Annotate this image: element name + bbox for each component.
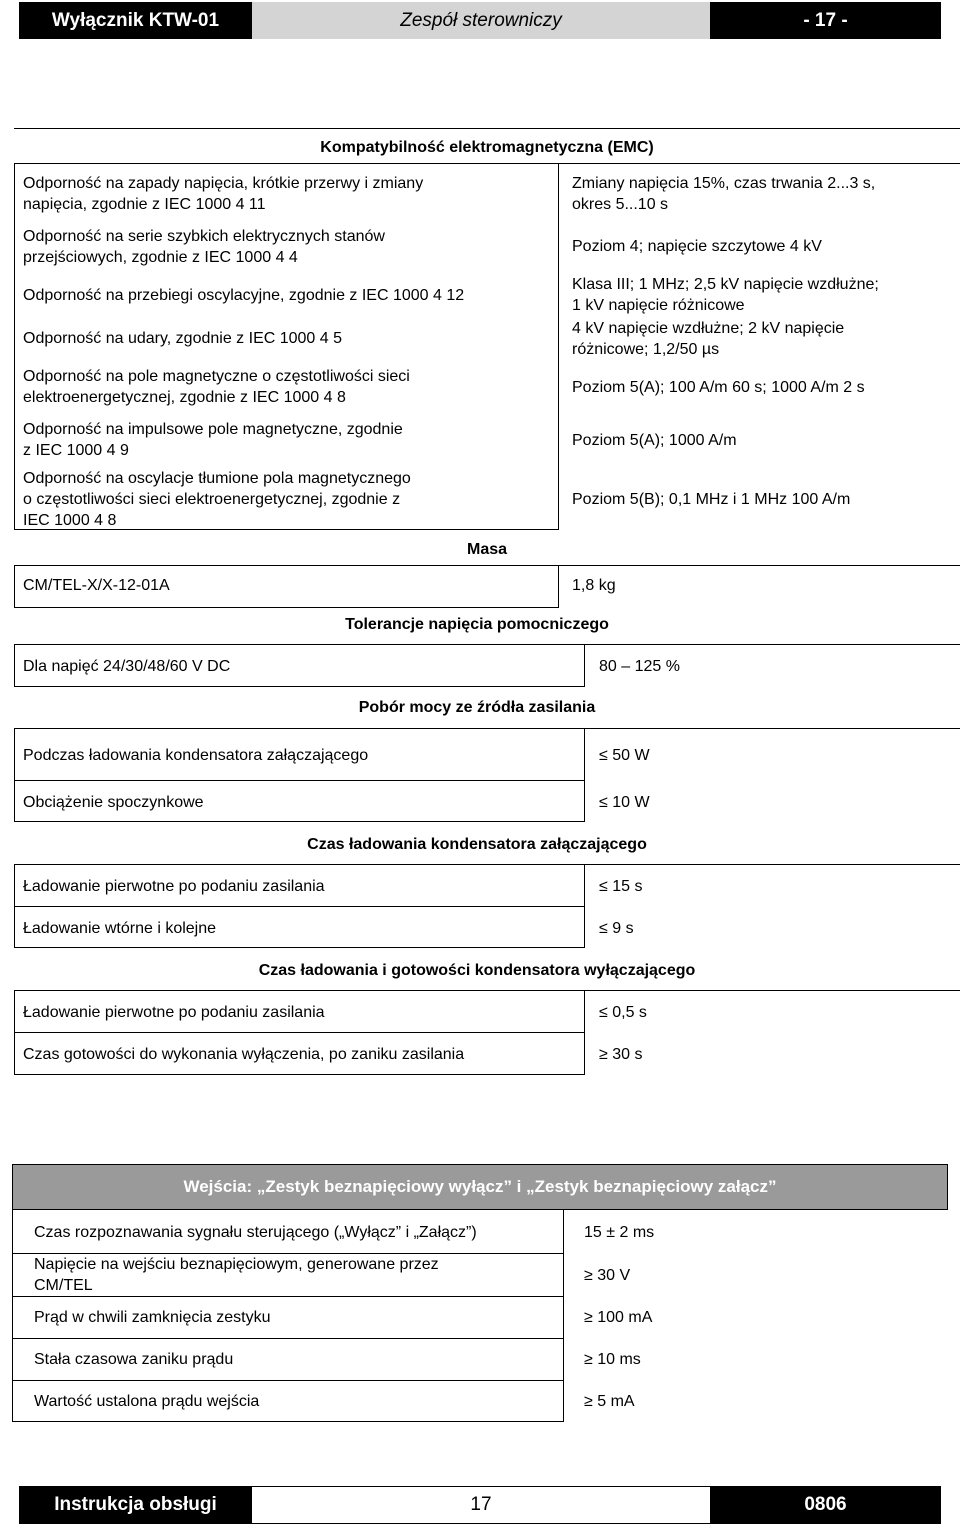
- table-border: [563, 1210, 564, 1422]
- table-border: [14, 565, 15, 608]
- emc-row-1-value: Zmiany napięcia 15%, czas trwania 2...3 s, okres 5...10 s: [572, 175, 876, 213]
- table-border: [12, 1210, 13, 1422]
- footer-page-number: 17: [252, 1486, 710, 1524]
- emc-row-6-value: Poziom 5(A); 1000 A/m: [572, 432, 737, 449]
- divider: [14, 780, 585, 781]
- pobor-row-1-label: Podczas ładowania kondensatora załączającego: [23, 747, 369, 764]
- czas-wyl-row-1-value: ≤ 0,5 s: [599, 1004, 647, 1021]
- divider: [14, 990, 960, 991]
- tolerancje-label: Dla napięć 24/30/48/60 V DC: [23, 658, 231, 675]
- divider: [14, 686, 585, 687]
- divider: [14, 128, 960, 129]
- czas-zal-title: Czas ładowania kondensatora załączającego: [307, 836, 647, 853]
- wejscia-row-1-value: 15 ± 2 ms: [584, 1224, 655, 1241]
- emc-title: Kompatybilność elektromagnetyczna (EMC): [320, 139, 654, 156]
- divider: [14, 947, 585, 948]
- divider: [14, 565, 960, 566]
- divider: [12, 1421, 564, 1422]
- divider: [14, 163, 960, 164]
- table-border: [14, 644, 15, 687]
- wejscia-row-4-value: ≥ 10 ms: [584, 1351, 641, 1368]
- masa-value: 1,8 kg: [572, 577, 616, 594]
- czas-zal-row-1-label: Ładowanie pierwotne po podaniu zasilania: [23, 878, 325, 895]
- czas-zal-row-2-value: ≤ 9 s: [599, 920, 634, 937]
- table-border: [584, 728, 585, 822]
- table-border: [14, 728, 15, 822]
- pobor-row-1-value: ≤ 50 W: [599, 747, 650, 764]
- divider: [12, 1380, 564, 1381]
- tolerancje-title: Tolerancje napięcia pomocniczego: [345, 616, 609, 633]
- emc-row-2-label: Odporność na serie szybkich elektrycznych stanów przejściowych, zgodnie z IEC 1000 4 4: [23, 228, 385, 266]
- table-border: [584, 644, 585, 687]
- divider: [14, 728, 960, 729]
- divider: [14, 607, 559, 608]
- footer-left: Instrukcja obsługi: [19, 1486, 252, 1524]
- czas-wyl-row-1-label: Ładowanie pierwotne po podaniu zasilania: [23, 1004, 325, 1021]
- pobor-row-2-value: ≤ 10 W: [599, 794, 650, 811]
- table-border: [558, 163, 559, 530]
- divider: [12, 1296, 564, 1297]
- czas-zal-row-1-value: ≤ 15 s: [599, 878, 643, 895]
- wejscia-row-5-value: ≥ 5 mA: [584, 1393, 635, 1410]
- czas-wyl-title: Czas ładowania i gotowości kondensatora wyłączającego: [258, 962, 696, 979]
- wejscia-title: Wejścia: „Zestyk beznapięciowy wyłącz” i „Zestyk beznapięciowy załącz”: [12, 1164, 948, 1210]
- wejscia-row-3-label: Prąd w chwili zamknięcia zestyku: [34, 1309, 271, 1326]
- table-border: [558, 565, 559, 608]
- wejscia-row-2-label: Napięcie na wejściu beznapięciowym, generowane przez CM/TEL: [34, 1256, 439, 1294]
- wejscia-row-3-value: ≥ 100 mA: [584, 1309, 653, 1326]
- emc-row-3-value: Klasa III; 1 MHz; 2,5 kV napięcie wzdłużne; 1 kV napięcie różnicowe: [572, 276, 879, 314]
- header-center: Zespół sterowniczy: [252, 2, 710, 39]
- table-border: [14, 163, 15, 530]
- divider: [14, 1074, 585, 1075]
- emc-row-5-label: Odporność na pole magnetyczne o częstotliwości sieci elektroenergetycznej, zgodnie z IEC 1000 4 8: [23, 368, 410, 406]
- emc-row-4-value: 4 kV napięcie wzdłużne; 2 kV napięcie różnicowe; 1,2/50 µs: [572, 320, 845, 358]
- emc-row-2-value: Poziom 4; napięcie szczytowe 4 kV: [572, 238, 822, 255]
- emc-row-5-value: Poziom 5(A); 100 A/m 60 s; 1000 A/m 2 s: [572, 379, 865, 396]
- czas-wyl-row-2-value: ≥ 30 s: [599, 1046, 643, 1063]
- masa-title: Masa: [466, 541, 508, 558]
- emc-row-3-label: Odporność na przebiegi oscylacyjne, zgodnie z IEC 1000 4 12: [23, 287, 465, 304]
- header-right: - 17 -: [710, 2, 941, 39]
- divider: [14, 821, 585, 822]
- divider: [14, 1032, 585, 1033]
- czas-wyl-row-2-label: Czas gotowości do wykonania wyłączenia, po zaniku zasilania: [23, 1046, 465, 1063]
- divider: [14, 906, 585, 907]
- emc-row-4-label: Odporność na udary, zgodnie z IEC 1000 4 5: [23, 330, 343, 347]
- header-left: Wyłącznik KTW-01: [19, 2, 252, 39]
- emc-row-1-label: Odporność na zapady napięcia, krótkie przerwy i zmiany napięcia, zgodnie z IEC 1000 4 11: [23, 175, 424, 213]
- pobor-title: Pobór mocy ze źródła zasilania: [358, 699, 596, 716]
- pobor-row-2-label: Obciążenie spoczynkowe: [23, 794, 204, 811]
- masa-label: CM/TEL-X/X-12-01A: [23, 577, 170, 594]
- emc-row-6-label: Odporność na impulsowe pole magnetyczne, zgodnie z IEC 1000 4 9: [23, 421, 403, 459]
- divider: [12, 1338, 564, 1339]
- divider: [14, 644, 960, 645]
- emc-row-7-label: Odporność na oscylacje tłumione pola magnetycznego o częstotliwości sieci elektroenergetycznej, zgodnie z IEC 1000 4 8: [23, 470, 411, 529]
- wejscia-row-1-label: Czas rozpoznawania sygnału sterującego („Wyłącz” i „Załącz”): [34, 1224, 477, 1241]
- wejscia-row-2-value: ≥ 30 V: [584, 1267, 631, 1284]
- tolerancje-value: 80 – 125 %: [599, 658, 680, 675]
- wejscia-row-5-label: Wartość ustalona prądu wejścia: [34, 1393, 260, 1410]
- footer-right: 0806: [710, 1486, 941, 1524]
- emc-row-7-value: Poziom 5(B); 0,1 MHz i 1 MHz 100 A/m: [572, 491, 851, 508]
- czas-zal-row-2-label: Ładowanie wtórne i kolejne: [23, 920, 217, 937]
- divider: [14, 864, 960, 865]
- wejscia-row-4-label: Stała czasowa zaniku prądu: [34, 1351, 234, 1368]
